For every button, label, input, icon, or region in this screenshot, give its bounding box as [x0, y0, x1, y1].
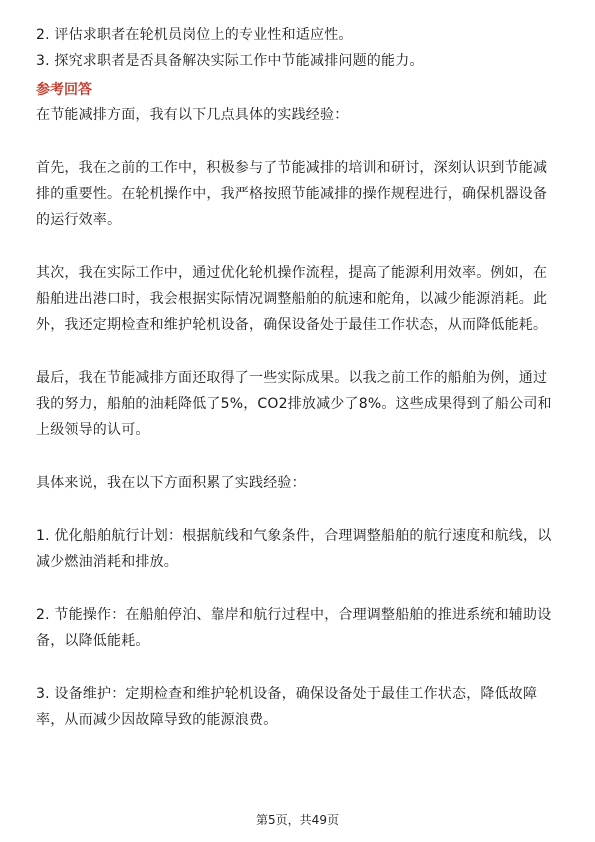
paragraph-specifics-intro: [36, 470, 566, 496]
paragraph-line: 首先，我在之前的工作中，积极参与了节能减排的培训和研讨，深刻认识到节能减: [36, 160, 548, 176]
paragraph-line: 排的重要性。在轮机操作中，我严格按照节能减排的操作规程进行，确保机器设备: [36, 186, 548, 202]
paragraph-line: 具体来说，我在以下方面积累了实践经验：: [36, 475, 306, 491]
paragraph-line: 最后，我在节能减排方面还取得了一些实际成果。以我之前工作的船舶为例，通过: [36, 370, 548, 386]
paragraph-line: 其次，我在实际工作中，通过优化轮机操作流程，提高了能源利用效率。例如，在: [36, 265, 548, 281]
intro-item: 3. 探究求职者是否具备解决实际工作中节能减排问题的能力。: [36, 53, 424, 69]
paragraph-second: [36, 260, 566, 338]
paragraph-line: 船舶进出港口时，我会根据实际情况调整船舶的航速和舵角，以减少能源消耗。此: [36, 291, 548, 307]
paragraph-line: 上级领导的认可。: [36, 422, 150, 438]
paragraph-first: [36, 155, 566, 233]
list-item-3: [36, 681, 566, 733]
list-item-2: [36, 602, 566, 654]
answer-heading: 参考回答: [36, 82, 92, 98]
paragraph-line: 1. 优化船舶航行计划：根据航线和气象条件，合理调整船舶的航行速度和航线，以: [36, 528, 552, 544]
paragraph-third: [36, 365, 566, 443]
paragraph-line: 外，我还定期检查和维护轮机设备，确保设备处于最佳工作状态，从而降低能耗。: [36, 317, 548, 333]
paragraph-line: 我的努力，船舶的油耗降低了5%，CO2排放减少了8%。这些成果得到了船公司和: [36, 396, 552, 412]
page-number-footer: 第5页，共49页: [256, 813, 339, 827]
list-item-1: [36, 523, 566, 575]
paragraph-line: 2. 节能操作：在船舶停泊、靠岸和航行过程中，合理调整船舶的推进系统和辅助设: [36, 607, 552, 623]
intro-item: 2. 评估求职者在轮机员岗位上的专业性和适应性。: [36, 27, 353, 43]
paragraph-line: 在节能减排方面，我有以下几点具体的实践经验：: [36, 107, 349, 123]
paragraph-line: 备，以降低能耗。: [36, 633, 150, 649]
paragraph-line: 减少燃油消耗和排放。: [36, 554, 178, 570]
paragraph-line: 率，从而减少因故障导致的能源浪费。: [36, 712, 278, 728]
paragraph-line: 3. 设备维护：定期检查和维护轮机设备，确保设备处于最佳工作状态，降低故障: [36, 686, 538, 702]
paragraph-intro: [36, 102, 566, 128]
paragraph-line: 的运行效率。: [36, 212, 122, 228]
document-body: [36, 22, 566, 760]
